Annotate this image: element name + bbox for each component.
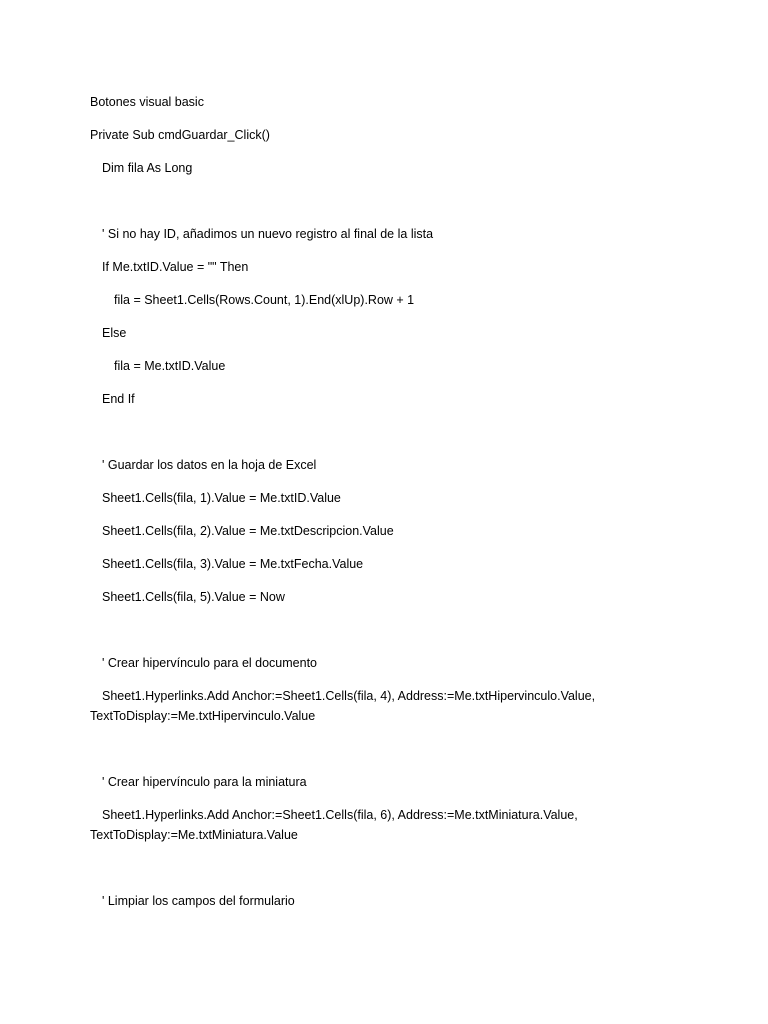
code-line-dim: Dim fila As Long [102, 161, 193, 175]
code-comment-hipervinculo-miniatura: ' Crear hipervínculo para la miniatura [102, 775, 307, 789]
code-line-cells-2: Sheet1.Cells(fila, 2).Value = Me.txtDescripcion.Value [102, 524, 394, 538]
blank-line [90, 858, 720, 878]
code-line-cells-1: Sheet1.Cells(fila, 1).Value = Me.txtID.Value [102, 491, 341, 505]
blank-line [90, 739, 720, 759]
blank-line [90, 620, 720, 640]
code-line-cells-5: Sheet1.Cells(fila, 5).Value = Now [102, 590, 285, 604]
blank-line [90, 191, 720, 211]
code-comment-hipervinculo-documento: ' Crear hipervínculo para el documento [102, 656, 318, 670]
code-line-end-if: End If [102, 392, 135, 406]
document-title: Botones visual basic [90, 95, 204, 109]
code-comment-limpiar: ' Limpiar los campos del formulario [102, 894, 295, 908]
code-line-fila-id: fila = Me.txtID.Value [114, 359, 226, 373]
code-line-if: If Me.txtID.Value = "" Then [102, 260, 249, 274]
document-content [90, 92, 720, 924]
code-line-sub-declaration: Private Sub cmdGuardar_Click() [90, 128, 270, 142]
code-line-hyperlink-miniatura: Sheet1.Hyperlinks.Add Anchor:=Sheet1.Cells(fila, 6), Address:=Me.txtMiniatura.Value, TextToDisplay:=Me.txtMiniatura.Value [90, 808, 578, 842]
code-line-cells-3: Sheet1.Cells(fila, 3).Value = Me.txtFecha.Value [102, 557, 364, 571]
code-line-hyperlink-documento: Sheet1.Hyperlinks.Add Anchor:=Sheet1.Cells(fila, 4), Address:=Me.txtHipervinculo.Value, TextToDisplay:=Me.txtHipervinculo.Value [90, 689, 596, 723]
blank-line [90, 422, 720, 442]
code-comment-guardar: ' Guardar los datos en la hoja de Excel [102, 458, 317, 472]
code-line-else: Else [102, 326, 127, 340]
code-line-fila-new: fila = Sheet1.Cells(Rows.Count, 1).End(xlUp).Row + 1 [114, 293, 415, 307]
code-comment-no-id: ' Si no hay ID, añadimos un nuevo registro al final de la lista [102, 227, 434, 241]
